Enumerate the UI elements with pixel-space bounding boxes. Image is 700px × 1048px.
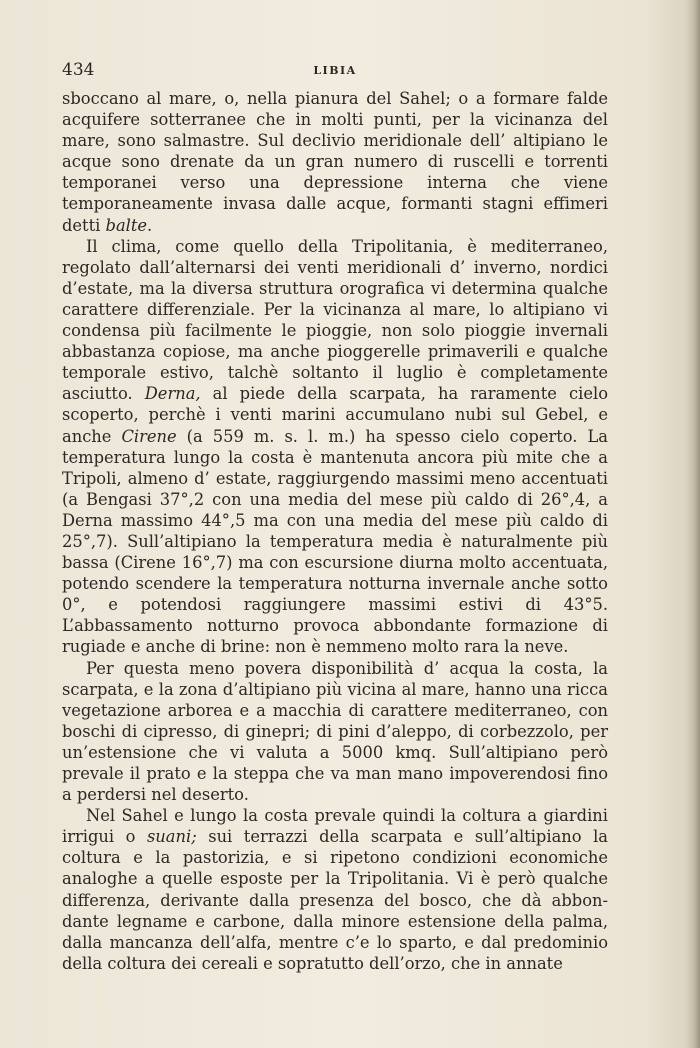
text-segment: Per questa meno povera disponibilità d’ acqua la costa, la scarpata, e la zona d’altipiano più vicina al mare, hanno una ricca vegetazione arborea e a macchia di carattere mediterraneo, con boschi di cipresso, di ginepri; di pini d’aleppo, di corbezzolo, per un’estensione che vi valuta a 5000 kmq. Sull’altipiano però prevale il prato e la steppa che va man mano impoverendosi fino a perdersi nel deserto. bbox=[62, 658, 608, 805]
italic-term: balte bbox=[105, 215, 148, 235]
paragraph bbox=[62, 88, 608, 236]
running-title: LIBIA bbox=[313, 64, 357, 77]
page-header bbox=[62, 60, 608, 84]
paragraph bbox=[62, 236, 608, 658]
body-text bbox=[62, 88, 608, 974]
italic-term: Derna, bbox=[144, 384, 201, 404]
text-segment: sboccano al mare, o, nella pianura del Sahel; o a formare falde acquifere sotterranee che in molti punti, per la vicinanza del mare, sono salmastre. Sul declivio meridionale dell’ altipiano le acque sono drenate da un gran numero di ruscelli e torrenti temporanei verso una depressione interna che viene temporaneamente invasa dalle acque, formanti stagni effimeri detti bbox=[62, 89, 608, 235]
text-segment: . bbox=[147, 215, 153, 235]
text-segment: al piede della scarpata, ha raramente cielo scoperto, perchè i venti marini accumulano nubi sul Gebel, e anche bbox=[62, 384, 609, 446]
italic-term: Cirene bbox=[121, 426, 177, 446]
text-segment: Il clima, come quello della Tripolitania, è mediterraneo, regolato dall’alternarsi dei venti meridionali d’ inverno, nordici d’estate, ma la diversa struttura orografica vi determina qualche carattere differenziale. Per la vicinanza al mare, lo altipiano vi condensa più facilmente le pioggie, non solo pioggie invernali abbastanza copiose, ma anche pioggerelle primaverili e qualche temporale estivo, talchè soltanto il luglio è completamente asciutto. bbox=[62, 236, 608, 404]
page-number: 434 bbox=[62, 60, 95, 80]
page-edge-shadow bbox=[686, 0, 700, 1048]
paragraph bbox=[62, 658, 608, 806]
text-segment: (a 559 m. s. l. m.) ha spesso cielo coperto. La temperatura lungo la costa è mantenuta ancora più mite che a Tripoli, almeno d’ estate, raggiurgendo massimi meno accentuati (a Bengasi 37°,2 con una media del mese più caldo di 26°,4, a Derna massimo 44°,5 ma con una media del mese più caldo di 25°,7). Sull’altipiano la temperatura media è naturalmente più bassa (Cirene 16°,7) ma con escursione diurna molto accentuata, potendo scendere la temperatura notturna invernale anche sotto 0°, e potendosi raggiungere massimi estivi di 43°5. L’abbassamento notturno provoca abbondante formazione di rugiade e anche di brine: non è nemmeno molto rara la neve. bbox=[62, 426, 608, 657]
paragraph bbox=[62, 805, 608, 974]
text-segment: Nel Sahel e lungo la costa prevale quindi la coltura a giardini irrigui o bbox=[62, 806, 608, 847]
text-segment: sui terrazzi della scarpata e sull’altipiano la coltura e la pastorizia, e si ripetono condizioni economiche analoghe a quelle esposte per la Tripolitania. Vi è però qualche differenza, derivante dalla presenza del bosco, che dà abbondante legname e carbone, dalla minore estensione della palma, dalla mancanza dell’alfa, mentre c’e lo sparto, e dal predominio della coltura dei cereali e sopratutto dell’orzo, che in annate bbox=[62, 827, 608, 973]
italic-term: suani; bbox=[146, 827, 197, 847]
